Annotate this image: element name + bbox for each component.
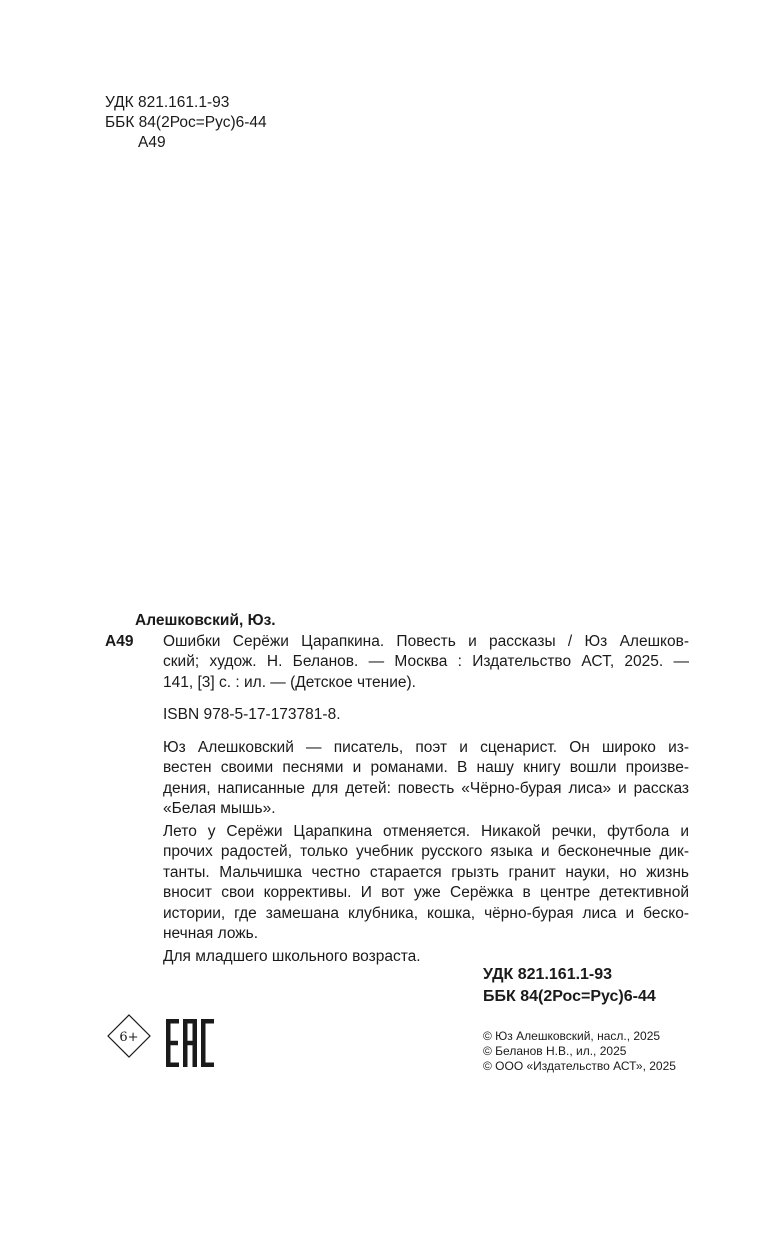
description-line: Ошибки Серёжи Царапкина. Повесть и рассказы / Юз Алешков- <box>163 632 689 650</box>
paragraph-line: «Белая мышь». <box>163 800 276 817</box>
bbk-code-bold: ББК 84(2Рос=Рус)6-44 <box>483 987 656 1005</box>
card-description <box>163 632 689 694</box>
card-author-mark: А49 <box>105 632 134 650</box>
bbk-code: ББК 84(2Рос=Рус)6-44 <box>105 114 267 131</box>
udk-code-bold: УДК 821.161.1-93 <box>483 966 613 983</box>
card-isbn: ISBN 978-5-17-173781-8. <box>163 706 341 723</box>
card-entry <box>105 632 689 694</box>
description-line: ский; худож. Н. Беланов. — Москва : Издательство АСТ, 2025. — <box>163 653 689 670</box>
udk-code: УДК 821.161.1-93 <box>105 94 230 111</box>
paragraph-line: вносит свои коррективы. И вот уже Серёжка в центре детективной <box>163 884 689 901</box>
bottom-classification-codes <box>483 964 656 1007</box>
age-rating-text: 6+ <box>119 1030 139 1045</box>
about-author-paragraph <box>105 738 689 820</box>
paragraph-line: истории, где замешана клубника, кошка, чёрно-бурая лиса и беско- <box>163 904 689 922</box>
description-line: 141, [3] с. : ил. — (Детское чтение). <box>163 673 416 691</box>
author-mark: А49 <box>138 134 166 151</box>
paragraph-line: прочих радостей, только учебник русского языка и бесконечные дик- <box>163 843 689 860</box>
paragraph-line: Юз Алешковский — писатель, поэт и сценарист. Он широко из- <box>163 738 689 756</box>
paragraph-line: нечная ложь. <box>163 925 259 942</box>
paragraph-line: вестен своими песнями и романами. В нашу книгу вошли произве- <box>163 759 689 776</box>
summary-paragraph <box>105 822 689 945</box>
top-classification-codes <box>105 93 267 153</box>
paragraph-line: танты. Мальчишка честно старается грызть гранит науки, но жизнь <box>163 863 689 881</box>
paragraph-line: дения, написанные для детей: повесть «Чёрно-бурая лиса» и рассказ <box>163 779 689 797</box>
catalog-card <box>105 611 689 967</box>
copyright-block <box>483 1029 676 1074</box>
card-author: Алешковский, Юз. <box>135 612 276 629</box>
age-group-text: Для младшего школьного возраста. <box>163 947 421 965</box>
age-rating-badge <box>107 1014 151 1058</box>
eac-conformity-mark <box>166 1019 216 1067</box>
copyright-line: © ООО «Издательство АСТ», 2025 <box>483 1059 676 1073</box>
eac-mark-logo <box>166 1019 214 1067</box>
copyright-line: © Беланов Н.В., ил., 2025 <box>483 1044 627 1058</box>
paragraph-line: Лето у Серёжи Царапкина отменяется. Никакой речки, футбола и <box>163 822 689 840</box>
copyright-line: © Юз Алешковский, насл., 2025 <box>483 1029 661 1043</box>
